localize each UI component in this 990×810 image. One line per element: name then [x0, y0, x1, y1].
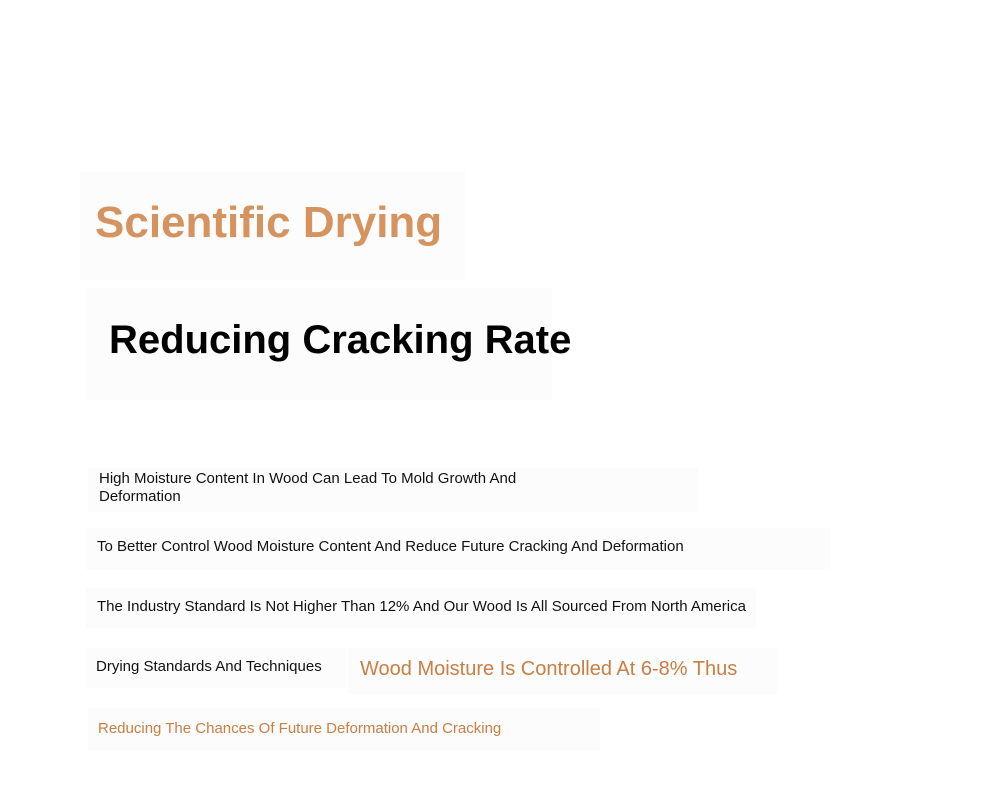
- text-industry-standard: The Industry Standard Is Not Higher Than 12% And Our Wood Is All Sourced From North America: [97, 598, 746, 615]
- text-block-reducing: [88, 708, 600, 750]
- text-block-moisture-range: [348, 648, 778, 694]
- text-block-standard: [86, 588, 756, 628]
- text-moisture-controlled: Wood Moisture Is Controlled At 6-8% Thus: [360, 658, 738, 680]
- text-reducing-chances: Reducing The Chances Of Future Deformation And Cracking: [98, 720, 502, 737]
- page-subtitle: Reducing Cracking Rate: [109, 318, 572, 362]
- subtitle-block: [86, 288, 572, 400]
- text-drying-standards: Drying Standards And Techniques: [96, 658, 322, 675]
- text-block-techniques: [86, 648, 346, 688]
- text-control-moisture: To Better Control Wood Moisture Content And Reduce Future Cracking And Deformation: [97, 538, 684, 555]
- text-block-mold: [88, 468, 698, 512]
- page-title: Scientific Drying: [95, 198, 443, 247]
- title-block: [80, 172, 465, 280]
- text-block-control: [86, 528, 831, 570]
- text-mold-growth: High Moisture Content In Wood Can Lead To Mold Growth And Deformation: [99, 470, 517, 505]
